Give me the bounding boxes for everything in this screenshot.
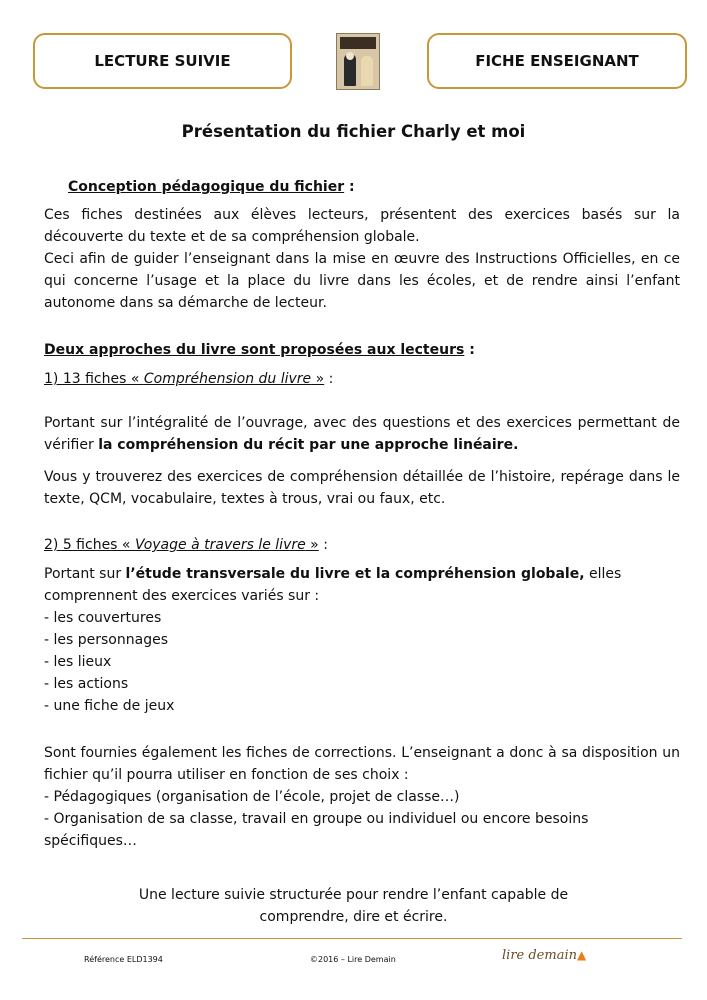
approaches-heading: Deux approches du livre sont proposées aux lecteurs — [44, 342, 465, 358]
list-item: - les personnages — [44, 632, 168, 648]
footer-divider — [22, 938, 682, 939]
footer-copyright: ©2016 – Lire Demain — [310, 955, 396, 964]
approach-one-label: 1) 13 fiches « Compréhension du livre » — [44, 371, 325, 387]
list-item: - Organisation de sa classe, travail en groupe ou individuel ou encore besoins spécifiques… — [44, 811, 589, 849]
approach-one-label-line: 1) 13 fiches « Compréhension du livre » : — [44, 371, 334, 387]
footer-reference: Référence ELD1394 — [84, 955, 163, 964]
approach-two-label: 2) 5 fiches « Voyage à travers le livre » — [44, 537, 319, 553]
header-left-box — [33, 33, 292, 89]
flame-icon: ▲ — [576, 948, 587, 962]
page-title: Présentation du fichier Charly et moi — [181, 122, 526, 141]
list-item: - les lieux — [44, 654, 112, 670]
conception-para-2: Ceci afin de guider l’enseignant dans la mise en œuvre des Instructions Officielles, en ce qui concerne l’usage et la place du livre dans les écoles, et de rendre ainsi l’enfant autonome dans sa démarche de lecteur. — [44, 251, 680, 311]
header-right-box — [427, 33, 687, 89]
closing-statement: Une lecture suivie structurée pour rendre l’enfant capable de comprendre, dire et écrire. — [138, 887, 569, 925]
corrections-list — [44, 786, 680, 852]
conception-heading: Conception pédagogique du fichier — [68, 179, 345, 195]
lire-demain-logo: lire demain▲ — [502, 948, 587, 963]
list-item: - une fiche de jeux — [44, 698, 175, 714]
approach-one-para-1: Portant sur l’intégralité de l’ouvrage, avec des questions et des exercices permettant de vérifier la compréhension du récit par une approche linéaire. — [44, 415, 680, 453]
approach-two-label-line: 2) 5 fiches « Voyage à travers le livre » : — [44, 537, 328, 553]
corrections-para: Sont fournies également les fiches de corrections. L’enseignant a donc à sa disposition un fichier qu’il pourra utiliser en fonction de ses choix : — [44, 745, 680, 783]
cover-title-band — [340, 37, 376, 49]
approach-two-list — [44, 607, 680, 717]
list-item: - les couvertures — [44, 610, 162, 626]
list-item: - les actions — [44, 676, 129, 692]
conception-para-1: Ces fiches destinées aux élèves lecteurs, présentent des exercices basés sur la découverte du texte et de sa compréhension globale. — [44, 207, 680, 245]
approaches-heading-line: Deux approches du livre sont proposées aux lecteurs : — [44, 342, 475, 358]
cover-figure-right — [361, 56, 373, 86]
list-item: - Pédagogiques (organisation de l’école, projet de classe…) — [44, 789, 460, 805]
approach-two-para: Portant sur l’étude transversale du livre et la compréhension globale, elles comprennent des exercices variés sur : — [44, 566, 622, 604]
book-cover-image — [336, 33, 380, 90]
conception-heading-line: Conception pédagogique du fichier : — [68, 179, 355, 195]
header-right-label: FICHE ENSEIGNANT — [475, 52, 639, 70]
approach-one-para-2: Vous y trouverez des exercices de compréhension détaillée de l’histoire, repérage dans le texte, QCM, vocabulaire, textes à trous, vrai ou faux, etc. — [44, 469, 680, 507]
cover-face — [346, 52, 354, 60]
header-left-label: LECTURE SUIVIE — [94, 52, 231, 70]
